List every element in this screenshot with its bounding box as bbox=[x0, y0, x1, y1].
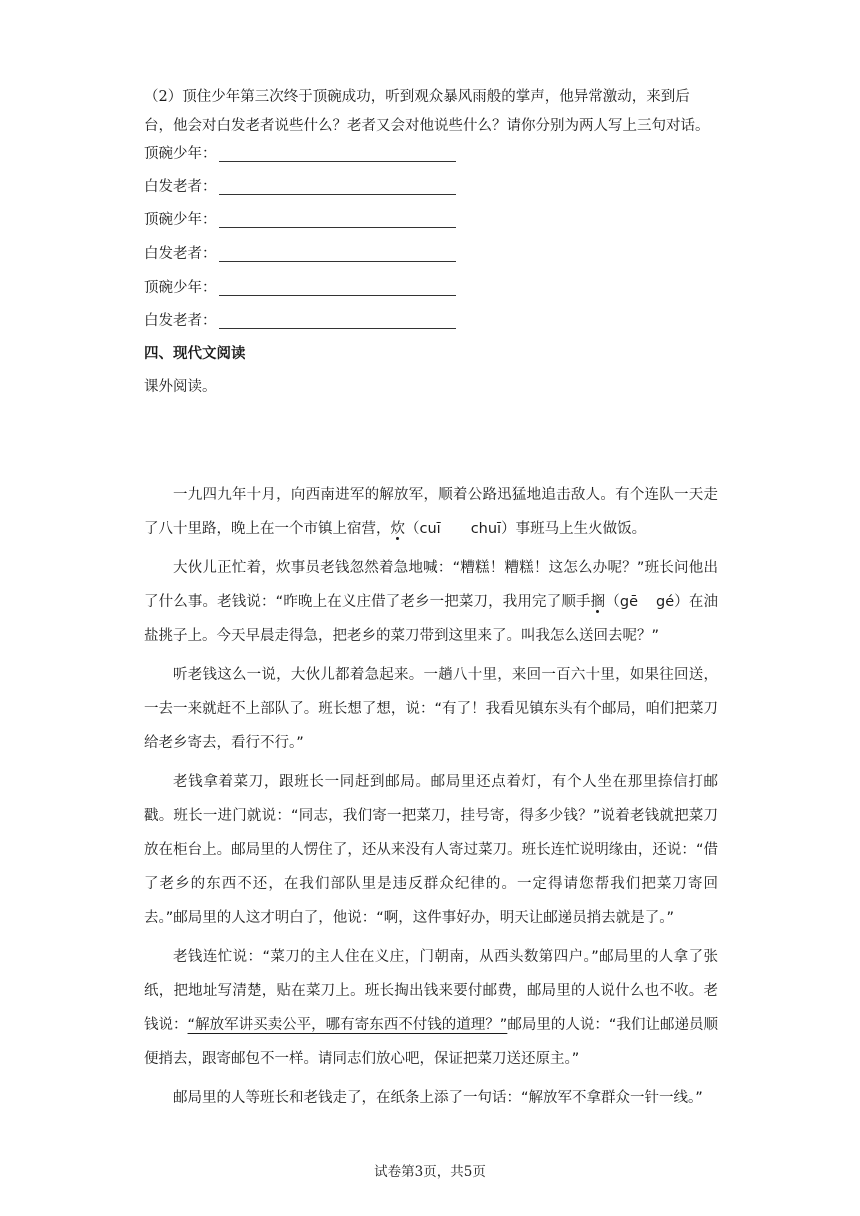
answer-blank[interactable] bbox=[219, 261, 456, 262]
answer-blank[interactable] bbox=[219, 161, 456, 162]
passage-paragraph-6: 邮局里的人等班长和老钱走了，在纸条上添了一句话：“解放军不拿群众一针一线。” bbox=[173, 1090, 703, 1106]
reading-passage bbox=[144, 478, 718, 1115]
answer-row bbox=[144, 177, 217, 197]
dotted-character: 搁 bbox=[590, 594, 606, 610]
underlined-sentence: “解放军讲买卖公平，哪有寄东西不付钱的道理？” bbox=[187, 1017, 508, 1033]
answer-label: 顶碗少年： bbox=[144, 280, 217, 296]
answer-row bbox=[144, 210, 217, 230]
answer-row bbox=[144, 244, 217, 264]
passage-paragraph-5: 老钱连忙说：“菜刀的主人住在义庄，门朝南，从西头数第四户。”邮局里的人拿了张纸，把地址写清楚，贴在菜刀上。班长掏出钱来要付邮费，邮局里的人说什么也不收。老钱说：“解放军讲买卖公平，哪有寄东西不付钱的道理？”邮局里的人说：“我们让邮递员顺便捎去，跟寄邮包不一样。请同志们放心吧，保证把菜刀送还原主。” bbox=[144, 949, 719, 1067]
question-line-1: （2）顶住少年第三次终于顶碗成功，听到观众暴风雨般的掌声，他异常激动，来到后 bbox=[144, 89, 690, 105]
page-footer: 试卷第3页，共5页 bbox=[374, 1164, 486, 1180]
passage-paragraph-3: 听老钱这么一说，大伙儿都着急起来。一趟八十里，来回一百六十里，如果往回送，一去一来就赶不上部队了。班长想了想，说：“有了！我看见镇东头有个邮局，咱们把菜刀给老乡寄去，看行不行。” bbox=[144, 667, 718, 751]
answer-label: 顶碗少年： bbox=[144, 146, 217, 162]
passage-paragraph-1: 一九四九年十月，向西南进军的解放军，顺着公路迅猛地追击敌人。有个连队一天走了八十里路，晚上在一个市镇上宿营，炊（cuī chuī）事班马上生火做饭。 bbox=[144, 487, 718, 537]
answer-label: 白发老者： bbox=[144, 246, 217, 262]
section-title: 四、现代文阅读 bbox=[144, 345, 246, 362]
answer-row bbox=[144, 144, 217, 164]
question-line-2: 台，他会对白发老者说些什么？老者又会对他说些什么？请你分别为两人写上三句对话。 bbox=[144, 118, 710, 134]
answer-label: 白发老者： bbox=[144, 313, 217, 329]
answer-blank[interactable] bbox=[219, 194, 456, 195]
answer-row bbox=[144, 278, 217, 298]
answer-blank[interactable] bbox=[219, 328, 456, 329]
answer-row bbox=[144, 311, 217, 331]
answer-blank[interactable] bbox=[219, 295, 456, 296]
section-intro: 课外阅读。 bbox=[144, 379, 217, 395]
answer-label: 白发老者： bbox=[144, 179, 217, 195]
answer-blank[interactable] bbox=[219, 227, 456, 228]
answer-label: 顶碗少年： bbox=[144, 212, 217, 228]
dotted-character: 炊 bbox=[390, 521, 405, 537]
passage-paragraph-2: 大伙儿正忙着，炊事员老钱忽然着急地喊：“糟糕！糟糕！这怎么办呢？”班长问他出了什么事。老钱说：“昨晚上在义庄借了老乡一把菜刀，我用完了顺手搁（gē gé）在油盐挑子上。今天早晨走得急，把老乡的菜刀带到这里来了。叫我怎么送回去呢？” bbox=[144, 560, 719, 644]
passage-paragraph-4: 老钱拿着菜刀，跟班长一同赶到邮局。邮局里还点着灯，有个人坐在那里捺信打邮戳。班长一进门就说：“同志，我们寄一把菜刀，挂号寄，得多少钱？”说着老钱就把菜刀放在柜台上。邮局里的人愣住了，还从来没有人寄过菜刀。班长连忙说明缘由，还说：“借了老乡的东西不还，在我们部队里是违反群众纪律的。一定得请您帮我们把菜刀寄回去。”邮局里的人这才明白了，他说：“啊，这件事好办，明天让邮递员捎去就是了。” bbox=[144, 774, 718, 926]
